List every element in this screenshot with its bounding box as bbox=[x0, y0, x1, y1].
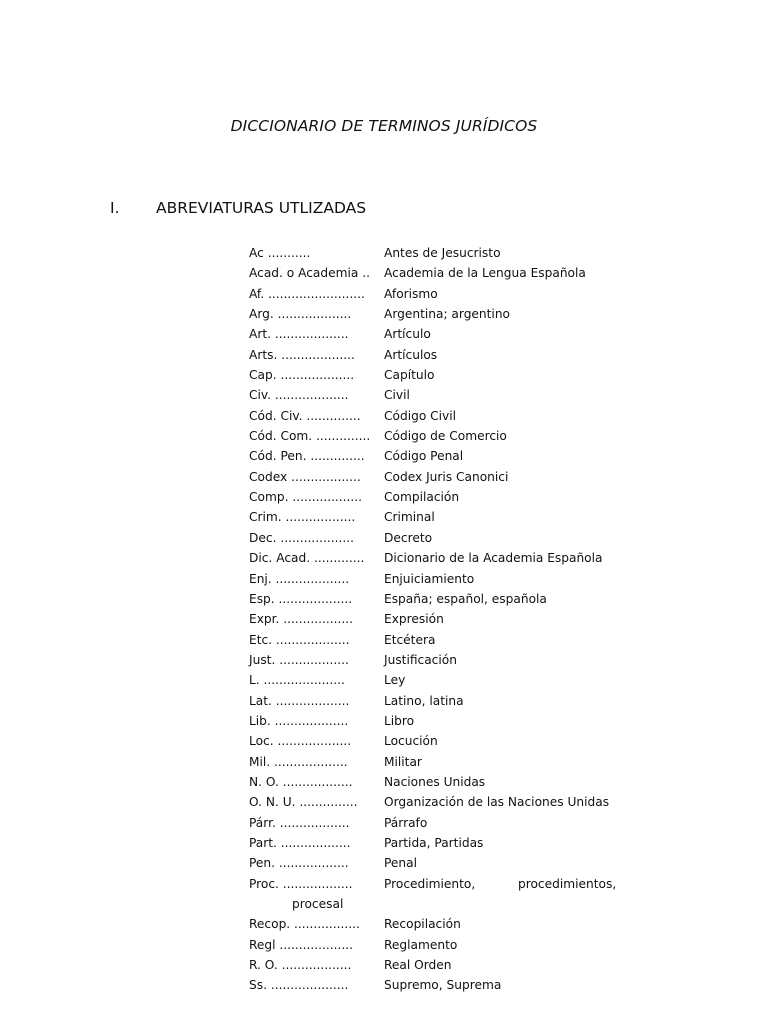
abbreviation-row bbox=[249, 365, 649, 385]
abbreviation-key: Pen. .................. bbox=[249, 856, 349, 871]
abbreviation-meaning: Civil bbox=[384, 388, 410, 403]
abbreviation-row bbox=[249, 935, 649, 955]
abbreviation-meaning: Artículos bbox=[384, 347, 438, 362]
abbreviation-meaning: Latino, latina bbox=[384, 693, 464, 708]
abbreviation-row bbox=[249, 630, 649, 650]
abbreviation-row bbox=[249, 731, 649, 751]
abbreviation-key: N. O. .................. bbox=[249, 774, 353, 789]
abbreviation-row bbox=[249, 406, 649, 426]
abbreviation-row bbox=[249, 609, 649, 629]
abbreviation-key: Codex .................. bbox=[249, 469, 361, 484]
abbreviation-row bbox=[249, 670, 649, 690]
abbreviation-key: Af. ......................... bbox=[249, 286, 365, 301]
abbreviation-key: Dec. ................... bbox=[249, 530, 354, 545]
abbreviation-list bbox=[249, 243, 649, 996]
abbreviation-row bbox=[249, 711, 649, 731]
abbreviation-meaning: Argentina; argentino bbox=[384, 307, 510, 322]
abbreviation-key: Cód. Civ. .............. bbox=[249, 408, 361, 423]
abbreviation-meaning: Militar bbox=[384, 754, 422, 769]
abbreviation-meaning: Capítulo bbox=[384, 368, 435, 383]
abbreviation-row bbox=[249, 792, 649, 812]
abbreviation-meaning: Etcétera bbox=[384, 632, 436, 647]
abbreviation-key: Lat. ................... bbox=[249, 693, 350, 708]
abbreviation-key: Dic. Acad. ............. bbox=[249, 551, 365, 566]
section-title: ABREVIATURAS UTLIZADAS bbox=[156, 199, 367, 217]
abbreviation-meaning: Ley bbox=[384, 673, 406, 688]
abbreviation-key: Expr. .................. bbox=[249, 612, 354, 627]
abbreviation-key: Acad. o Academia .. bbox=[249, 266, 370, 281]
abbreviation-meaning: Enjuiciamiento bbox=[384, 571, 475, 586]
abbreviation-meaning: Aforismo bbox=[384, 286, 438, 301]
abbreviation-meaning: Código Civil bbox=[384, 408, 457, 423]
abbreviation-meaning: Código de Comercio bbox=[384, 429, 507, 444]
abbreviation-meaning: Código Penal bbox=[384, 449, 464, 464]
abbreviation-meaning: Párrafo bbox=[384, 815, 428, 830]
abbreviation-meaning: Libro bbox=[384, 713, 415, 728]
abbreviation-key: O. N. U. ............... bbox=[249, 795, 358, 810]
abbreviation-meaning: Organización de las Naciones Unidas bbox=[384, 795, 610, 810]
abbreviation-key: Cód. Pen. .............. bbox=[249, 449, 365, 464]
abbreviation-row bbox=[249, 569, 649, 589]
abbreviation-key: Arts. ................... bbox=[249, 347, 355, 362]
abbreviation-row-proc bbox=[249, 874, 649, 915]
abbreviation-row bbox=[249, 324, 649, 344]
abbreviation-key: Etc. ................... bbox=[249, 632, 350, 647]
abbreviation-row bbox=[249, 833, 649, 853]
abbreviation-meaning: Naciones Unidas bbox=[384, 774, 486, 789]
abbreviation-row bbox=[249, 548, 649, 568]
abbreviation-meaning: Locución bbox=[384, 734, 438, 749]
abbreviation-meaning: Artículo bbox=[384, 327, 431, 342]
abbreviation-key: L. ..................... bbox=[249, 673, 345, 688]
abbreviation-row bbox=[249, 914, 649, 934]
abbreviation-key: Civ. ................... bbox=[249, 388, 349, 403]
abbreviation-row bbox=[249, 853, 649, 873]
abbreviation-key: Art. ................... bbox=[249, 327, 349, 342]
abbreviation-key: Arg. ................... bbox=[249, 307, 352, 322]
abbreviation-meaning: Academia de la Lengua Española bbox=[384, 266, 586, 281]
abbreviation-key: Cap. ................... bbox=[249, 368, 355, 383]
abbreviation-row bbox=[249, 528, 649, 548]
abbreviation-row bbox=[249, 813, 649, 833]
abbreviation-meaning: Reglamento bbox=[384, 937, 458, 952]
abbreviation-key: Enj. ................... bbox=[249, 571, 350, 586]
abbreviation-row bbox=[249, 975, 649, 995]
abbreviation-meaning: Penal bbox=[384, 856, 417, 871]
abbreviation-row bbox=[249, 426, 649, 446]
document-title: DICCIONARIO DE TERMINOS JURÍDICOS bbox=[230, 117, 538, 135]
abbreviation-meaning: Dicionario de la Academia Española bbox=[384, 551, 603, 566]
abbreviation-key: Crim. .................. bbox=[249, 510, 356, 525]
abbreviation-key: Part. .................. bbox=[249, 835, 351, 850]
abbreviation-key: Lib. ................... bbox=[249, 713, 349, 728]
abbreviation-row bbox=[249, 385, 649, 405]
abbreviation-key: Cód. Com. .............. bbox=[249, 429, 371, 444]
abbreviation-key: Regl ................... bbox=[249, 937, 354, 952]
abbreviation-row bbox=[249, 507, 649, 527]
abbreviation-meaning: Partida, Partidas bbox=[384, 835, 484, 850]
abbreviation-row bbox=[249, 284, 649, 304]
abbreviation-meaning: Procedimiento, bbox=[384, 876, 476, 891]
abbreviation-meaning: España; español, española bbox=[384, 591, 547, 606]
abbreviation-meaning-continued: procedimientos, bbox=[518, 876, 617, 891]
abbreviation-key: Ac ........... bbox=[249, 246, 311, 260]
abbreviation-row bbox=[249, 772, 649, 792]
abbreviation-meaning: Recopilación bbox=[384, 917, 461, 932]
abbreviation-row bbox=[249, 955, 649, 975]
abbreviation-row bbox=[249, 467, 649, 487]
abbreviation-meaning: Justificación bbox=[384, 652, 457, 667]
abbreviation-meaning: Antes de Jesucristo bbox=[384, 246, 501, 260]
abbreviation-meaning: Criminal bbox=[384, 510, 435, 525]
abbreviation-key: Recop. ................. bbox=[249, 917, 360, 932]
abbreviation-key: Comp. .................. bbox=[249, 490, 363, 505]
abbreviation-meaning: Decreto bbox=[384, 530, 433, 545]
abbreviation-key: Párr. .................. bbox=[249, 815, 350, 830]
abbreviation-meaning-wrap: procesal bbox=[292, 897, 344, 911]
abbreviation-row bbox=[249, 263, 649, 283]
abbreviation-key: Just. .................. bbox=[249, 652, 349, 667]
abbreviation-key: R. O. .................. bbox=[249, 958, 352, 973]
abbreviation-row bbox=[249, 446, 649, 466]
abbreviation-row bbox=[249, 243, 649, 263]
abbreviation-row bbox=[249, 752, 649, 772]
abbreviation-meaning: Real Orden bbox=[384, 958, 452, 973]
abbreviation-meaning: Compilación bbox=[384, 490, 460, 505]
abbreviation-row bbox=[249, 345, 649, 365]
abbreviation-meaning: Supremo, Suprema bbox=[384, 978, 502, 993]
abbreviation-row bbox=[249, 589, 649, 609]
abbreviation-row bbox=[249, 691, 649, 711]
abbreviation-key: Loc. ................... bbox=[249, 734, 352, 749]
abbreviation-row bbox=[249, 487, 649, 507]
abbreviation-key: Esp. ................... bbox=[249, 591, 353, 606]
abbreviation-row bbox=[249, 650, 649, 670]
abbreviation-key: Ss. .................... bbox=[249, 978, 349, 993]
abbreviation-meaning: Expresión bbox=[384, 612, 444, 627]
abbreviation-key: Mil. ................... bbox=[249, 754, 348, 769]
section-number: I. bbox=[110, 199, 120, 217]
abbreviation-row bbox=[249, 304, 649, 324]
abbreviation-key: Proc. .................. bbox=[249, 876, 353, 891]
abbreviation-meaning: Codex Juris Canonici bbox=[384, 469, 509, 484]
